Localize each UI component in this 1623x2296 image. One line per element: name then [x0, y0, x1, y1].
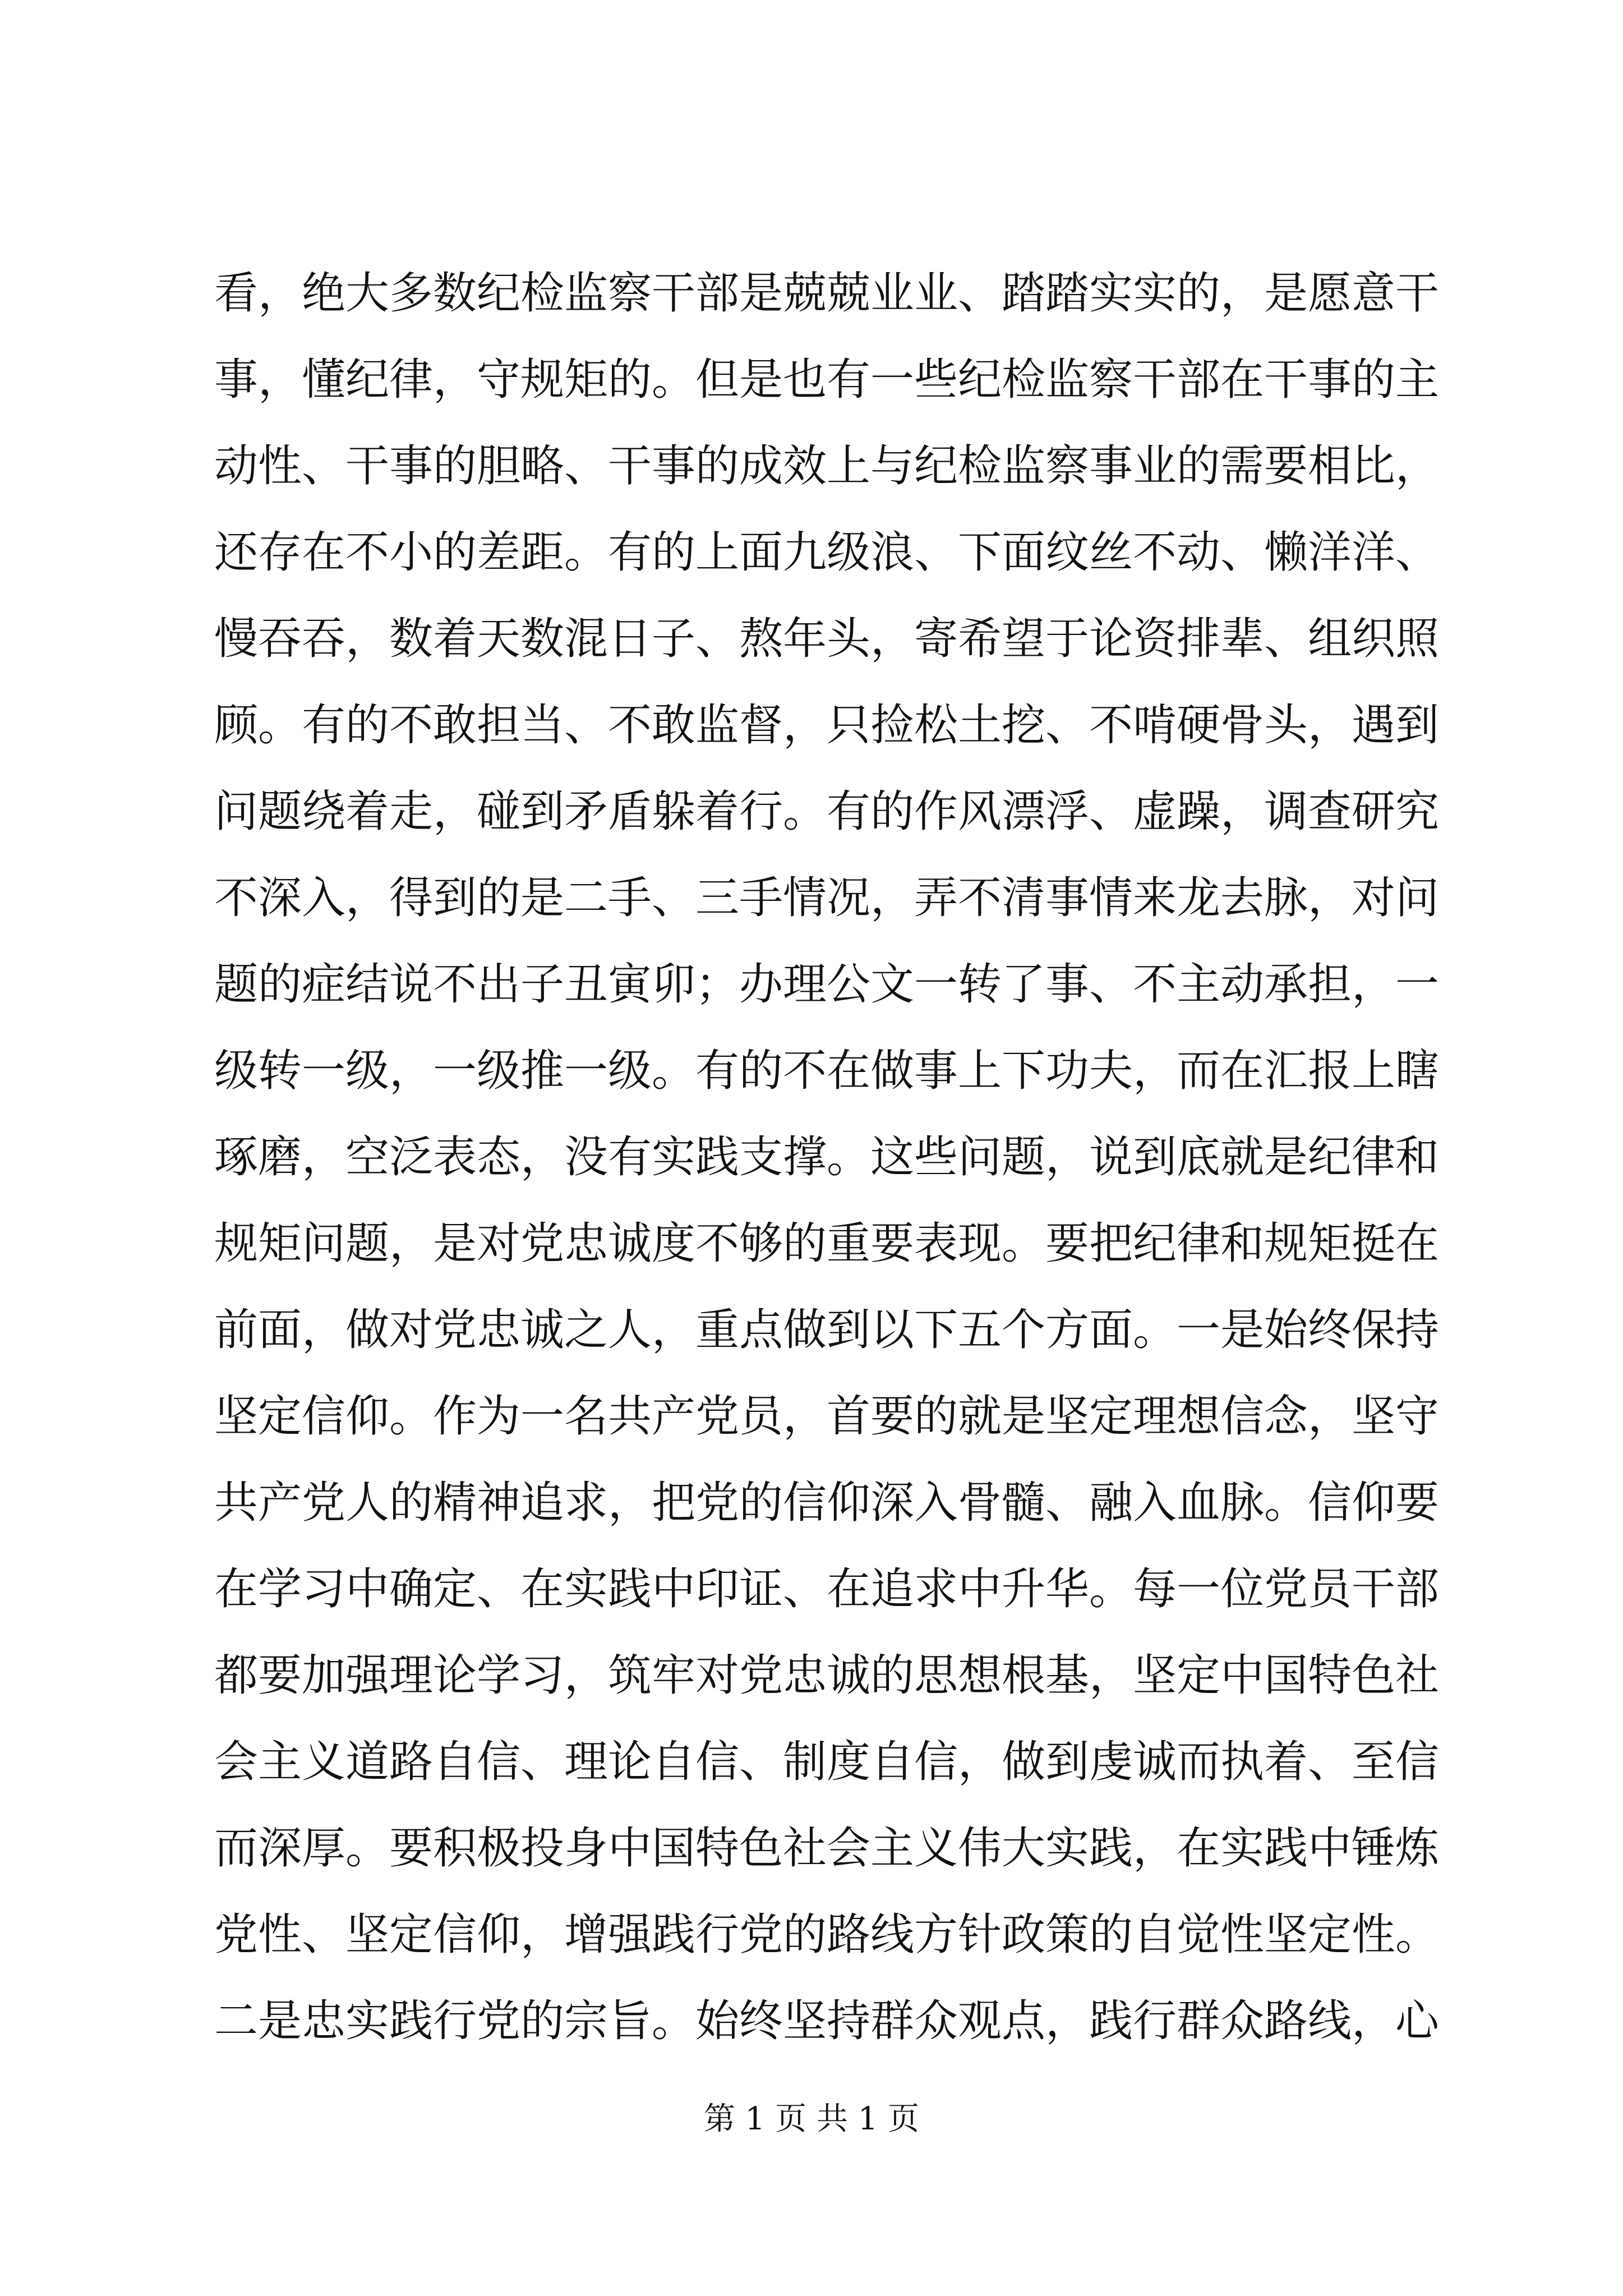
text-line: 在学习中确定、在实践中印证、在追求中升华。每一位党员干部 — [214, 1564, 1440, 1614]
text-line: 二是忠实践行党的宗旨。始终坚持群众观点，践行群众路线，心 — [214, 1996, 1440, 2046]
text-line: 党性、坚定信仰，增强践行党的路线方针政策的自觉性坚定性。 — [214, 1910, 1440, 1960]
text-line: 不深入，得到的是二手、三手情况，弄不清事情来龙去脉，对问 — [214, 873, 1440, 923]
page-footer: 第 1 页 共 1 页 — [703, 2101, 920, 2137]
text-line: 都要加强理论学习，筑牢对党忠诚的思想根基，坚定中国特色社 — [214, 1650, 1440, 1701]
text-line: 琢磨，空泛表态，没有实践支撑。这些问题，说到底就是纪律和 — [214, 1132, 1440, 1182]
text-line: 会主义道路自信、理论自信、制度自信，做到虔诚而执着、至信 — [214, 1737, 1440, 1787]
text-line: 问题绕着走，碰到矛盾躲着行。有的作风漂浮、虚躁，调查研究 — [214, 786, 1440, 837]
text-line: 级转一级，一级推一级。有的不在做事上下功夫，而在汇报上瞎 — [214, 1046, 1440, 1096]
text-line: 共产党人的精神追求，把党的信仰深入骨髓、融入血脉。信仰要 — [214, 1478, 1440, 1528]
text-line: 前面，做对党忠诚之人，重点做到以下五个方面。一是始终保持 — [214, 1305, 1440, 1355]
body-text — [214, 250, 1440, 2064]
text-line: 题的症结说不出子丑寅卯；办理公文一转了事、不主动承担，一 — [214, 959, 1440, 1010]
text-line: 动性、干事的胆略、干事的成效上与纪检监察事业的需要相比， — [214, 441, 1440, 491]
text-line: 顾。有的不敢担当、不敢监督，只捡松土挖、不啃硬骨头，遇到 — [214, 700, 1440, 751]
text-line: 而深厚。要积极投身中国特色社会主义伟大实践，在实践中锤炼 — [214, 1823, 1440, 1874]
text-line: 看，绝大多数纪检监察干部是兢兢业业、踏踏实实的，是愿意干 — [214, 268, 1440, 319]
text-line: 坚定信仰。作为一名共产党员，首要的就是坚定理想信念，坚守 — [214, 1391, 1440, 1442]
text-line: 还存在不小的差距。有的上面九级浪、下面纹丝不动、懒洋洋、 — [214, 527, 1440, 578]
text-line: 规矩问题，是对党忠诚度不够的重要表现。要把纪律和规矩挺在 — [214, 1218, 1440, 1269]
text-line: 事，懂纪律，守规矩的。但是也有一些纪检监察干部在干事的主 — [214, 355, 1440, 405]
text-line: 慢吞吞，数着天数混日子、熬年头，寄希望于论资排辈、组织照 — [214, 614, 1440, 664]
